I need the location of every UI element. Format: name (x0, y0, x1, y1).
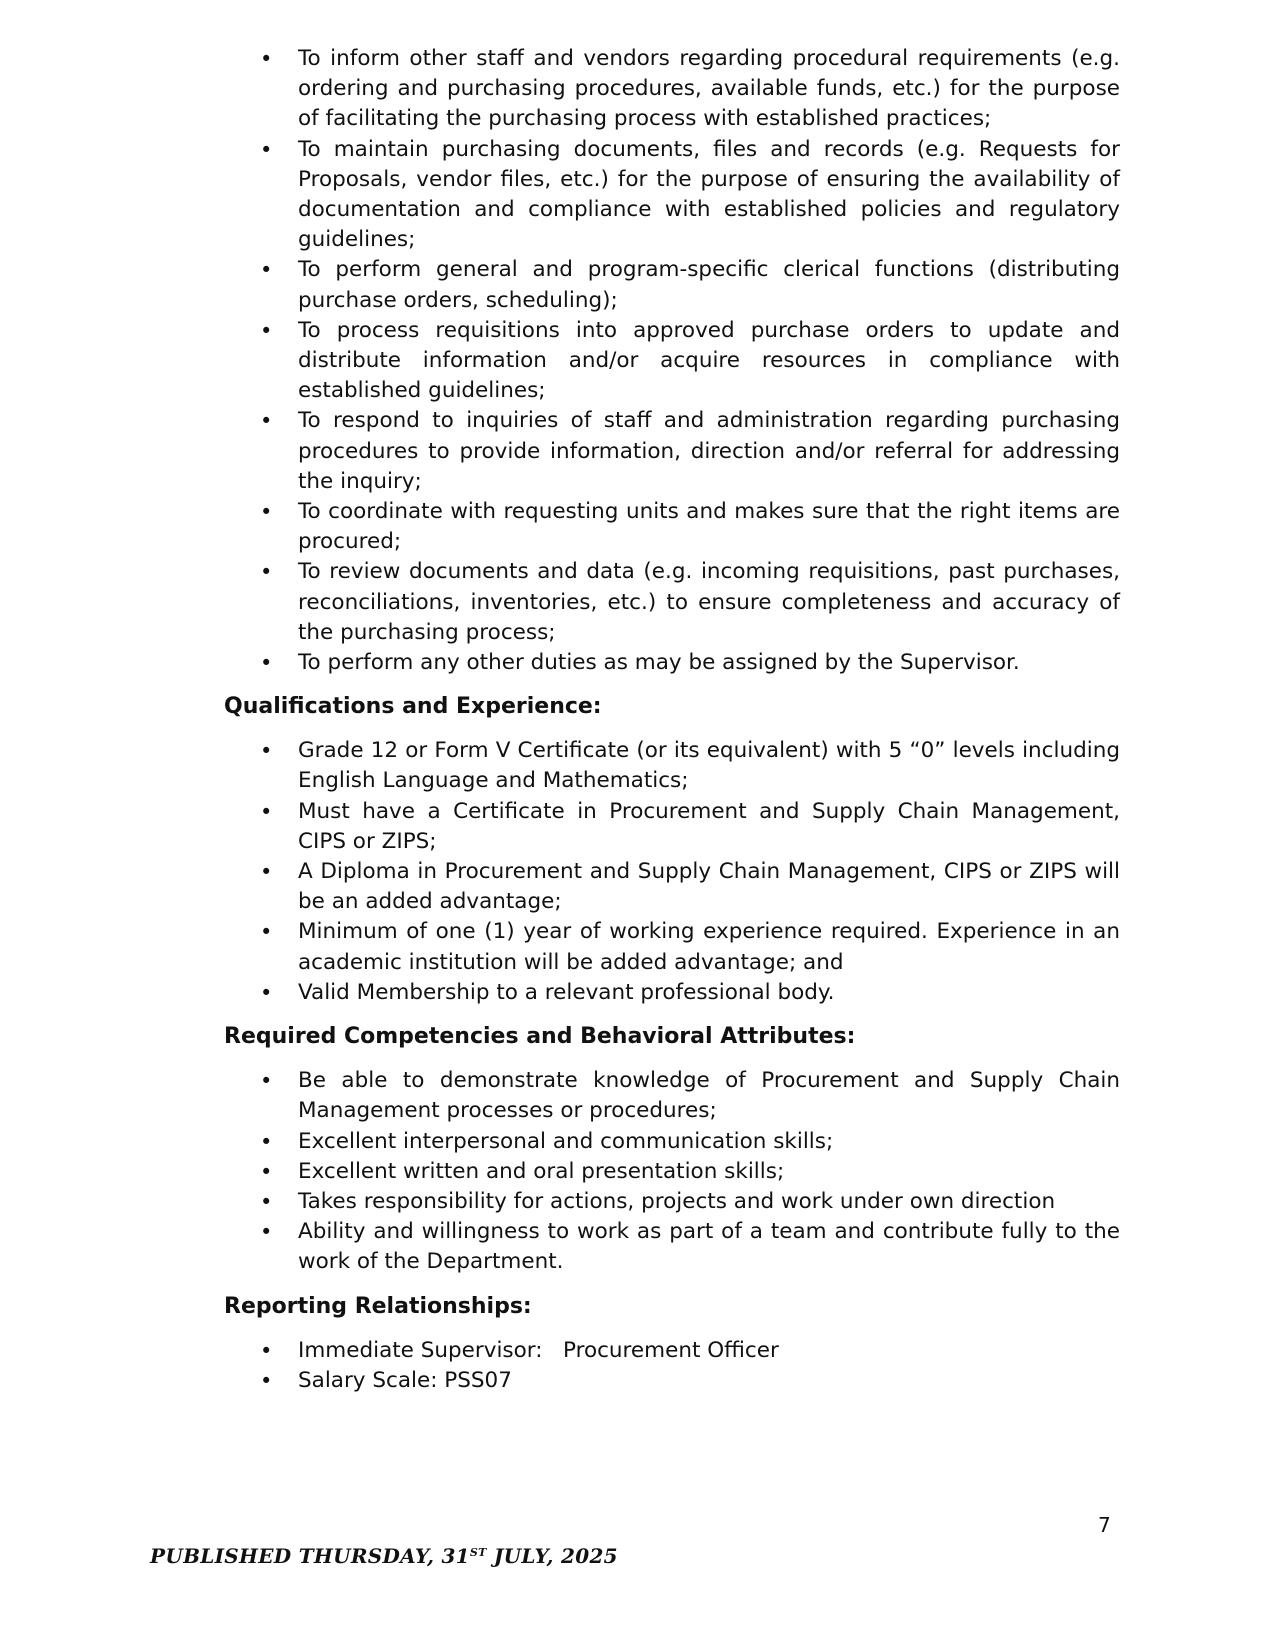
competencies-list (224, 1066, 1120, 1277)
list-item: • To maintain purchasing documents, files and records (e.g. Requests for Proposals, vendor files, etc.) for the purpose of ensuring the availability of documentation and compliance with established policies and regulatory guidelines; (224, 135, 1120, 256)
reporting-list (224, 1336, 1120, 1396)
list-item: • Salary Scale: PSS07 (224, 1366, 1120, 1396)
list-item: • To inform other staff and vendors regarding procedural requirements (e.g. ordering and purchasing procedures, available funds, etc.) for the purpose of facilitating the purchasing process with established practices; (224, 44, 1120, 135)
list-item: • Ability and willingness to work as part of a team and contribute fully to the work of the Department. (224, 1217, 1120, 1277)
list-item: • Immediate Supervisor: Procurement Officer (224, 1336, 1120, 1366)
list-item: • To coordinate with requesting units and makes sure that the right items are procured; (224, 497, 1120, 557)
document-body (224, 44, 1120, 1396)
list-item: • Takes responsibility for actions, projects and work under own direction (224, 1187, 1120, 1217)
list-item: • Minimum of one (1) year of working experience required. Experience in an academic institution will be added advantage; and (224, 917, 1120, 977)
list-item: • To perform general and program-specific clerical functions (distributing purchase orders, scheduling); (224, 255, 1120, 315)
list-item: • To perform any other duties as may be assigned by the Supervisor. (224, 648, 1120, 678)
list-item: • Excellent written and oral presentation skills; (224, 1157, 1120, 1187)
list-item: • Valid Membership to a relevant professional body. (224, 978, 1120, 1008)
list-item: • Be able to demonstrate knowledge of Procurement and Supply Chain Management processes or procedures; (224, 1066, 1120, 1126)
list-item: • Excellent interpersonal and communication skills; (224, 1127, 1120, 1157)
duties-list (224, 44, 1120, 678)
reporting-heading: Reporting Relationships: (224, 1293, 532, 1319)
qualifications-heading: Qualifications and Experience: (224, 694, 602, 720)
page-number: 7 (1098, 1513, 1111, 1537)
competencies-heading: Required Competencies and Behavioral Attributes: (224, 1024, 856, 1050)
list-item: • To review documents and data (e.g. incoming requisitions, past purchases, reconciliations, inventories, etc.) to ensure completeness and accuracy of the purchasing process; (224, 557, 1120, 648)
list-item: • To process requisitions into approved purchase orders to update and distribute information and/or acquire resources in compliance with established guidelines; (224, 316, 1120, 407)
list-item: • Grade 12 or Form V Certificate (or its equivalent) with 5 “0” levels including English Language and Mathematics; (224, 736, 1120, 796)
list-item: • A Diploma in Procurement and Supply Chain Management, CIPS or ZIPS will be an added advantage; (224, 857, 1120, 917)
footer-date-superscript: ST (469, 1546, 487, 1559)
list-item: • To respond to inquiries of staff and administration regarding purchasing procedures to provide information, direction and/or referral for addressing the inquiry; (224, 406, 1120, 497)
list-item: • Must have a Certificate in Procurement and Supply Chain Management, CIPS or ZIPS; (224, 797, 1120, 857)
footer-date-suffix: JULY, 2025 (486, 1544, 618, 1568)
qualifications-list (224, 736, 1120, 1008)
publication-footer (150, 1540, 618, 1569)
footer-date-prefix: PUBLISHED THURSDAY, 31 (150, 1544, 470, 1568)
